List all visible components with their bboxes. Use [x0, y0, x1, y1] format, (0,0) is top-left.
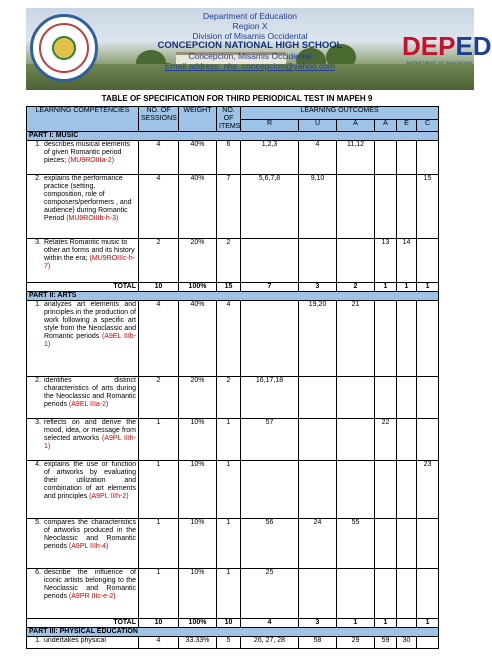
table-row	[27, 141, 439, 175]
total-sessions: 10	[139, 619, 179, 628]
competency-cell	[27, 461, 139, 519]
competency-number: 2.	[35, 175, 41, 182]
specification-table	[26, 106, 439, 649]
outcome-cell	[397, 301, 417, 377]
items-cell: 1	[217, 419, 241, 461]
total-outcome-cell: 7	[241, 283, 299, 292]
outcome-cell	[397, 461, 417, 519]
outcome-cell	[375, 301, 397, 377]
outcome-cell	[299, 569, 337, 619]
outcome-cell: 11,12	[337, 141, 375, 175]
section-label: PART I: MUSIC	[27, 132, 439, 141]
items-cell: 2	[217, 239, 241, 283]
weight-cell: 40%	[179, 175, 217, 239]
outcome-cell: 59	[375, 637, 397, 649]
competency-text: explains the use or function of artworks by evaluating their utilization and combination of art elements and principles	[44, 461, 136, 500]
competency-number: 3.	[35, 239, 41, 246]
table-row	[27, 519, 439, 569]
col-header-weight: WEIGHT	[179, 107, 217, 132]
col-header-e: E	[397, 119, 417, 132]
outcome-cell	[241, 239, 299, 283]
outcome-cell	[417, 141, 439, 175]
outcome-cell	[397, 141, 417, 175]
competency-text: analyzes art elements and principles in the production of work following a specific art style from the Neoclassic and Romantic periods	[44, 301, 136, 340]
outcome-cell	[375, 569, 397, 619]
col-header-u: U	[299, 119, 337, 132]
competency-cell	[27, 301, 139, 377]
outcome-cell	[337, 461, 375, 519]
section-label: PART II: ARTS	[27, 292, 439, 301]
sessions-cell: 4	[139, 141, 179, 175]
outcome-cell	[397, 175, 417, 239]
items-cell: 5	[217, 637, 241, 649]
weight-cell: 20%	[179, 239, 217, 283]
deped-logo: DEPED DEPARTMENT OF EDUCATION	[402, 31, 492, 65]
outcome-cell: 25	[241, 569, 299, 619]
outcome-cell	[417, 569, 439, 619]
table-row	[27, 301, 439, 377]
total-weight: 100%	[179, 283, 217, 292]
items-cell: 1	[217, 569, 241, 619]
competency-code: (MU9ROIIIb-h-3)	[66, 215, 119, 222]
competency-code: (A9PR IIIc-e-2)	[68, 593, 116, 600]
competency-cell	[27, 519, 139, 569]
col-header-outcomes: LEARNING OUTCOMES	[241, 107, 439, 120]
sessions-cell: 2	[139, 377, 179, 419]
section-row	[27, 292, 439, 301]
outcome-cell	[417, 301, 439, 377]
header-banner	[26, 8, 492, 90]
competency-code: (MU9ROIIIa-2)	[68, 157, 115, 164]
total-sessions: 10	[139, 283, 179, 292]
items-cell: 1	[217, 519, 241, 569]
competency-text: compares the characteristics of artworks produced in the Neoclassic and Romantic periods	[44, 519, 136, 550]
outcome-cell	[299, 419, 337, 461]
school-seal-logo	[30, 14, 98, 82]
outcome-cell: 22	[375, 419, 397, 461]
school-header-text	[106, 11, 394, 71]
total-outcome-cell	[397, 619, 417, 628]
weight-cell: 10%	[179, 519, 217, 569]
outcome-cell: 14	[397, 239, 417, 283]
competency-number: 4.	[35, 461, 41, 468]
competency-text: identifies distinct characteristics of arts during the Neoclassic and Romantic periods	[44, 377, 136, 408]
competency-cell	[27, 175, 139, 239]
weight-cell: 10%	[179, 419, 217, 461]
sessions-cell: 4	[139, 637, 179, 649]
outcome-cell	[397, 569, 417, 619]
email-address: Email address: nhs_concepcion@yahoo.com	[164, 61, 336, 71]
total-label: TOTAL	[27, 283, 139, 292]
deped-logo-subtitle: DEPARTMENT OF EDUCATION	[406, 60, 472, 65]
outcome-cell	[417, 239, 439, 283]
competency-cell	[27, 141, 139, 175]
sessions-cell: 1	[139, 461, 179, 519]
competency-code: (A9PL IIIh-4)	[68, 543, 109, 550]
total-outcome-cell: 2	[337, 283, 375, 292]
outcome-cell: 24	[299, 519, 337, 569]
outcome-cell: 1,2,3	[241, 141, 299, 175]
outcome-cell	[241, 461, 299, 519]
section-label: PART III: PHYSICAL EDUCATION	[27, 628, 439, 637]
outcome-cell	[337, 175, 375, 239]
competency-cell	[27, 239, 139, 283]
col-header-sessions: NO. OF SESSIONS	[139, 107, 179, 132]
region: Region X	[232, 21, 268, 31]
competency-text: reflects on and derive the mood, idea, or message from selected artworks	[44, 419, 136, 442]
table-row	[27, 175, 439, 239]
total-outcome-cell: 4	[241, 619, 299, 628]
competency-number: 2.	[35, 377, 41, 384]
competency-cell	[27, 419, 139, 461]
weight-cell: 10%	[179, 569, 217, 619]
outcome-cell	[299, 461, 337, 519]
competency-number: 6.	[35, 569, 41, 576]
section-row	[27, 628, 439, 637]
outcome-cell: 56	[241, 519, 299, 569]
outcome-cell: 16,17,18	[241, 377, 299, 419]
division: Division of Misamis Occidental	[192, 31, 308, 41]
outcome-cell: 55	[337, 519, 375, 569]
sessions-cell: 1	[139, 419, 179, 461]
competency-code: (A9EL IIIa-2)	[68, 401, 109, 408]
table-row	[27, 637, 439, 649]
outcome-cell: 9,10	[299, 175, 337, 239]
outcome-cell	[299, 377, 337, 419]
items-cell: 2	[217, 377, 241, 419]
competency-number: 1.	[35, 301, 41, 308]
sessions-cell: 1	[139, 569, 179, 619]
outcome-cell: 19,20	[299, 301, 337, 377]
outcome-cell: 13	[375, 239, 397, 283]
outcome-cell: 26, 27, 28	[241, 637, 299, 649]
school-name: CONCEPCION NATIONAL HIGH SCHOOL	[157, 40, 343, 51]
competency-code: (MU9ROIIIc-h-7)	[44, 255, 136, 270]
outcome-cell	[375, 461, 397, 519]
outcome-cell: 30	[397, 637, 417, 649]
outcome-cell	[417, 419, 439, 461]
sessions-cell: 1	[139, 519, 179, 569]
table-row	[27, 419, 439, 461]
competency-number: 1.	[35, 141, 41, 148]
sessions-cell: 4	[139, 301, 179, 377]
sessions-cell: 2	[139, 239, 179, 283]
outcome-cell: 29	[337, 637, 375, 649]
items-cell: 7	[217, 175, 241, 239]
table-row	[27, 569, 439, 619]
total-outcome-cell: 1	[375, 619, 397, 628]
col-header-r: R	[241, 119, 299, 132]
total-items: 10	[217, 619, 241, 628]
total-outcome-cell: 1	[417, 283, 439, 292]
outcome-cell	[397, 377, 417, 419]
total-row	[27, 619, 439, 628]
outcome-cell	[337, 569, 375, 619]
table-row	[27, 377, 439, 419]
outcome-cell	[337, 239, 375, 283]
competency-cell	[27, 637, 139, 649]
competency-text: undertakes physical	[44, 637, 106, 644]
competency-number: 5.	[35, 519, 41, 526]
page-title: TABLE OF SPECIFICATION FOR THIRD PERIODICAL TEST IN MAPEH 9	[101, 94, 373, 103]
outcome-cell	[417, 637, 439, 649]
competency-code: (A9PL IIIh-2)	[89, 493, 129, 500]
total-items: 15	[217, 283, 241, 292]
competency-text: describe the influence of iconic artists belonging to the Neoclassic and Romantic periods	[44, 569, 136, 600]
table-row	[27, 461, 439, 519]
weight-cell: 33.33%	[179, 637, 217, 649]
outcome-cell: 21	[337, 301, 375, 377]
outcome-cell	[337, 419, 375, 461]
outcome-cell: 5,6,7,8	[241, 175, 299, 239]
weight-cell: 40%	[179, 301, 217, 377]
total-label: TOTAL	[27, 619, 139, 628]
outcome-cell: 23	[417, 461, 439, 519]
items-cell: 1	[217, 461, 241, 519]
outcome-cell	[241, 301, 299, 377]
total-outcome-cell: 1	[337, 619, 375, 628]
total-outcome-cell: 1	[397, 283, 417, 292]
section-row	[27, 132, 439, 141]
outcome-cell	[337, 377, 375, 419]
total-weight: 100%	[179, 619, 217, 628]
outcome-cell	[375, 175, 397, 239]
col-header-items: NO. OF ITEMS	[217, 107, 241, 132]
total-outcome-cell: 3	[299, 619, 337, 628]
outcome-cell	[417, 519, 439, 569]
outcome-cell	[375, 141, 397, 175]
total-outcome-cell: 1	[417, 619, 439, 628]
col-header-c: C	[417, 119, 439, 132]
items-cell: 6	[217, 141, 241, 175]
competency-cell	[27, 377, 139, 419]
competency-number: 1.	[35, 637, 41, 644]
total-outcome-cell: 1	[375, 283, 397, 292]
competency-code: (A9EL IIIb-1)	[44, 333, 137, 348]
total-outcome-cell: 3	[299, 283, 337, 292]
outcome-cell	[417, 377, 439, 419]
outcome-cell	[397, 419, 417, 461]
outcome-cell: 58	[299, 637, 337, 649]
outcome-cell	[375, 377, 397, 419]
outcome-cell	[397, 519, 417, 569]
weight-cell: 10%	[179, 461, 217, 519]
total-row	[27, 283, 439, 292]
competency-cell	[27, 569, 139, 619]
competency-text: explains the performance practice (setting, composition, role of composers/performers , and audience) during Romantic Period	[44, 175, 132, 222]
col-header-a: A	[337, 119, 375, 132]
outcome-cell: 4	[299, 141, 337, 175]
col-header-a2: A	[375, 119, 397, 132]
table-row	[27, 239, 439, 283]
competency-text: Relates Romantic music to other art forms and its history within the era;	[44, 239, 135, 262]
items-cell: 4	[217, 301, 241, 377]
outcome-cell: 57	[241, 419, 299, 461]
school-address: Concepcion, Misamis Occidental	[188, 51, 312, 61]
competency-text: describes musical elements of given Romantic period pieces;	[44, 141, 130, 164]
competency-code: (A9PL IIIh-1)	[44, 435, 137, 450]
dept-name: Department of Education	[202, 11, 298, 21]
weight-cell: 40%	[179, 141, 217, 175]
col-header-competencies: LEARNING COMPETENCIES	[27, 107, 139, 132]
sessions-cell: 4	[139, 175, 179, 239]
outcome-cell	[375, 519, 397, 569]
weight-cell: 20%	[179, 377, 217, 419]
outcome-cell	[299, 239, 337, 283]
competency-number: 3.	[35, 419, 41, 426]
outcome-cell: 15	[417, 175, 439, 239]
